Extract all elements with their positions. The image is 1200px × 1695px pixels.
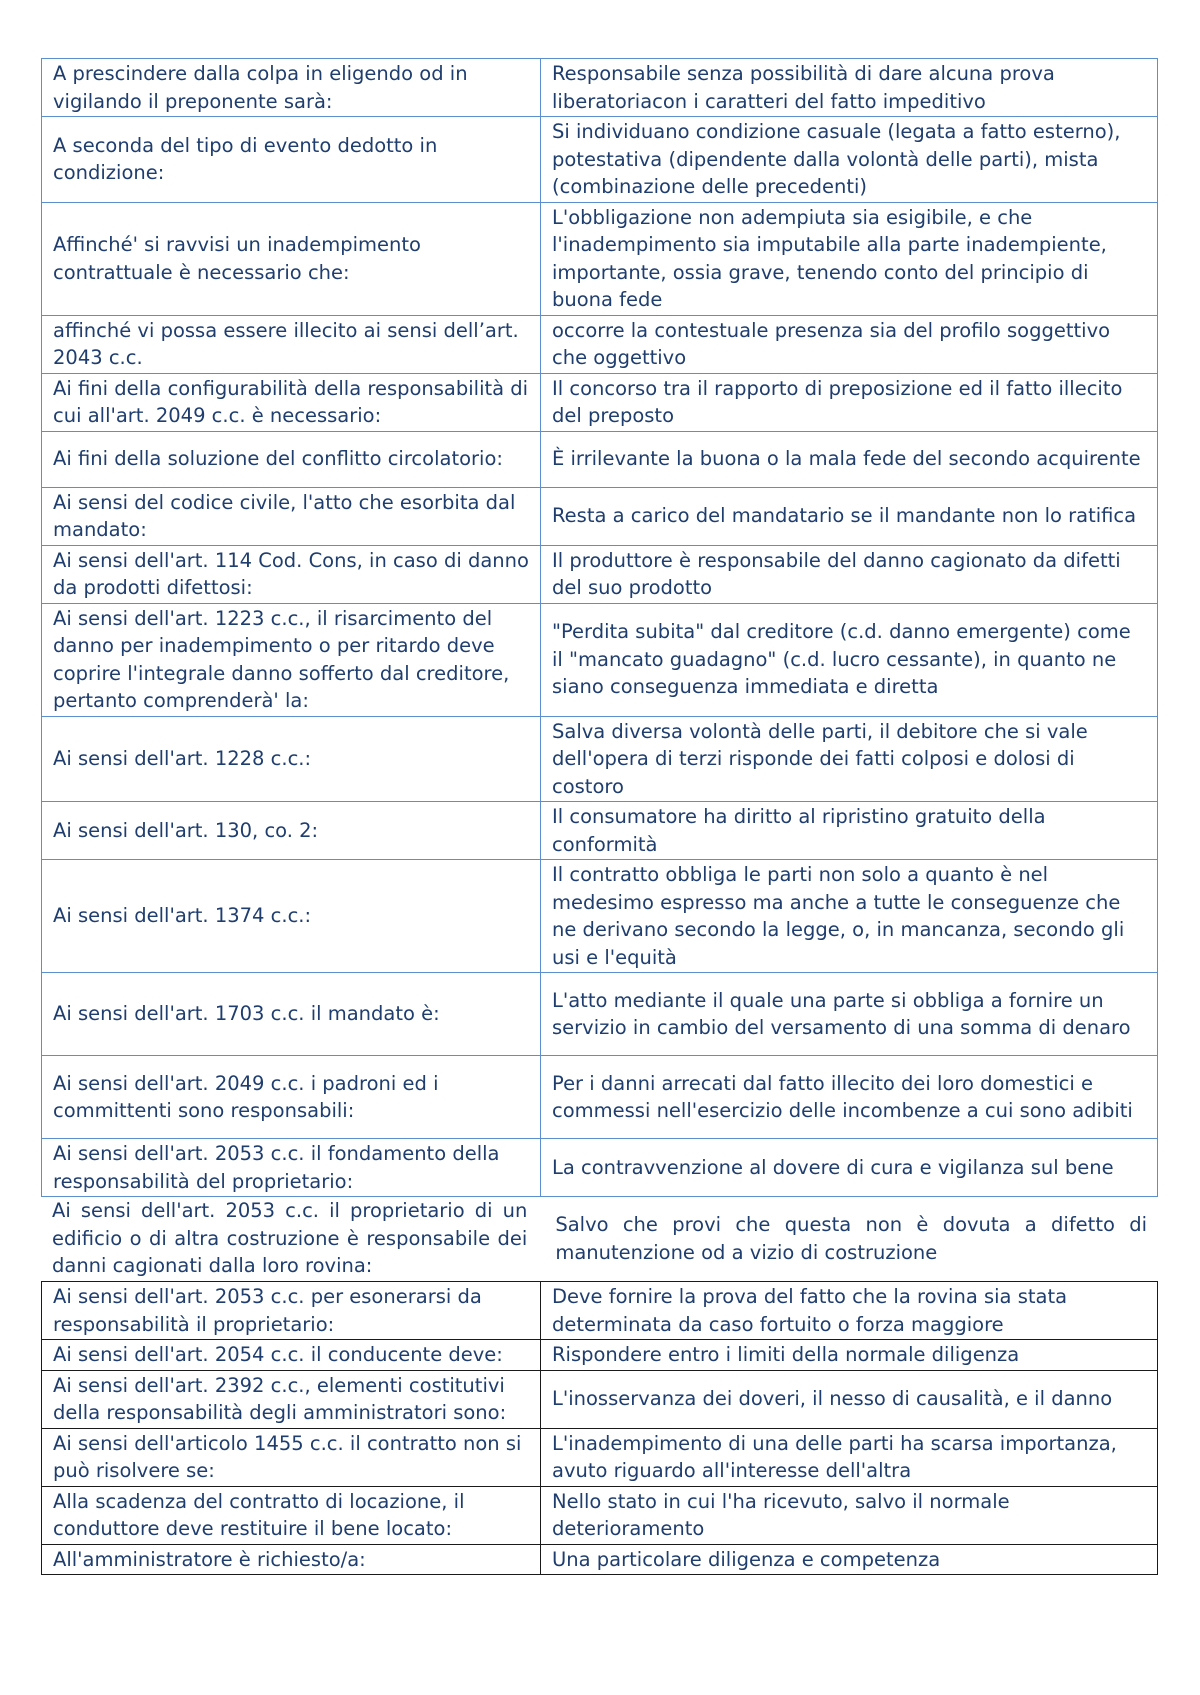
question-cell: Ai sensi dell'art. 114 Cod. Cons, in caso di danno da prodotti difettosi:	[42, 545, 541, 603]
table-row	[42, 545, 1158, 603]
document-page	[41, 58, 1157, 1575]
answer-cell: L'inadempimento di una delle parti ha scarsa importanza, avuto riguardo all'interesse dell'altra	[541, 1428, 1158, 1486]
answer-cell: È irrilevante la buona o la mala fede del secondo acquirente	[541, 431, 1158, 487]
table-row	[42, 1056, 1158, 1139]
question-cell: A seconda del tipo di evento dedotto in condizione:	[42, 117, 541, 203]
answer-cell: Il consumatore ha diritto al ripristino gratuito della conformità	[541, 802, 1158, 860]
question-cell: Ai sensi dell'articolo 1455 c.c. il contratto non si può risolvere se:	[42, 1428, 541, 1486]
question-cell: Ai sensi dell'art. 1374 c.c.:	[42, 860, 541, 973]
table-row	[42, 1544, 1158, 1575]
qa-table-top	[41, 58, 1158, 1197]
question-cell: Ai sensi dell'art. 2054 c.c. il conducente deve:	[42, 1340, 541, 1371]
answer-cell: Si individuano condizione casuale (legata a fatto esterno), potestativa (dipendente dalla volontà delle parti), mista (combinazione delle precedenti)	[541, 117, 1158, 203]
table-row	[42, 1428, 1158, 1486]
question-text: Ai sensi dell'art. 2053 c.c. il proprietario di un edificio o di altra costruzione è responsabile dei danni cagionati dalla loro rovina:	[52, 1199, 528, 1277]
table-row	[42, 860, 1158, 973]
table-row	[42, 973, 1158, 1056]
answer-cell: occorre la contestuale presenza sia del profilo soggettivo che oggettivo	[541, 315, 1158, 373]
table-row	[42, 802, 1158, 860]
table-row	[42, 1370, 1158, 1428]
table-row	[42, 1486, 1158, 1544]
unbordered-row	[41, 1197, 1157, 1281]
question-cell: Ai sensi dell'art. 2053 c.c. il fondamento della responsabilità del proprietario:	[42, 1139, 541, 1197]
question-cell: All'amministratore è richiesto/a:	[42, 1544, 541, 1575]
table-row	[42, 487, 1158, 545]
answer-cell: Rispondere entro i limiti della normale diligenza	[541, 1340, 1158, 1371]
table-row	[42, 431, 1158, 487]
table-row	[42, 1282, 1158, 1340]
question-cell: A prescindere dalla colpa in eligendo od in vigilando il preponente sarà:	[42, 59, 541, 117]
answer-text: Salvo che provi che questa non è dovuta a difetto di manutenzione od a vizio di costruzione	[555, 1213, 1147, 1264]
table-row	[42, 117, 1158, 203]
answer-cell: Il produttore è responsabile del danno cagionato da difetti del suo prodotto	[541, 545, 1158, 603]
answer-cell: Deve fornire la prova del fatto che la rovina sia stata determinata da caso fortuito o forza maggiore	[541, 1282, 1158, 1340]
table-row	[42, 1139, 1158, 1197]
question-cell: Ai sensi dell'art. 1228 c.c.:	[42, 716, 541, 802]
question-cell: Ai sensi dell'art. 130, co. 2:	[42, 802, 541, 860]
question-cell: Ai sensi dell'art. 1703 c.c. il mandato è:	[42, 973, 541, 1056]
question-cell: Ai sensi dell'art. 2053 c.c. per esonerarsi da responsabilità il proprietario:	[42, 1282, 541, 1340]
question-cell: Ai fini della soluzione del conflitto circolatorio:	[42, 431, 541, 487]
question-cell: Ai sensi dell'art. 1223 c.c., il risarcimento del danno per inadempimento o per ritardo deve coprire l'integrale danno sofferto dal creditore, pertanto comprenderà' la:	[42, 603, 541, 716]
answer-cell: L'atto mediante il quale una parte si obbliga a fornire un servizio in cambio del versamento di una somma di denaro	[541, 973, 1158, 1056]
question-cell: Alla scadenza del contratto di locazione, il conduttore deve restituire il bene locato:	[42, 1486, 541, 1544]
answer-cell: Responsabile senza possibilità di dare alcuna prova liberatoriacon i caratteri del fatto impeditivo	[541, 59, 1158, 117]
answer-cell: Resta a carico del mandatario se il mandante non lo ratifica	[541, 487, 1158, 545]
question-cell: affinché vi possa essere illecito ai sensi dell’art. 2043 c.c.	[42, 315, 541, 373]
answer-cell: "Perdita subita" dal creditore (c.d. danno emergente) come il "mancato guadagno" (c.d. lucro cessante), in quanto ne siano conseguenza immediata e diretta	[541, 603, 1158, 716]
table-row	[42, 1340, 1158, 1371]
answer-cell: Il contratto obbliga le parti non solo a quanto è nel medesimo espresso ma anche a tutte le conseguenze che ne derivano secondo la legge, o, in mancanza, secondo gli usi e l'equità	[541, 860, 1158, 973]
question-cell: Ai fini della configurabilità della responsabilità di cui all'art. 2049 c.c. è necessario:	[42, 373, 541, 431]
answer-cell: L'obbligazione non adempiuta sia esigibile, e che l'inadempimento sia imputabile alla parte inadempiente, importante, ossia grave, tenendo conto del principio di buona fede	[541, 202, 1158, 315]
question-cell: Ai sensi dell'art. 2392 c.c., elementi costitutivi della responsabilità degli amministratori sono:	[42, 1370, 541, 1428]
answer-cell: La contravvenzione al dovere di cura e vigilanza sul bene	[541, 1139, 1158, 1197]
answer-cell: Per i danni arrecati dal fatto illecito dei loro domestici e commessi nell'esercizio delle incombenze a cui sono adibiti	[541, 1056, 1158, 1139]
table-row	[42, 603, 1158, 716]
answer-cell: L'inosservanza dei doveri, il nesso di causalità, e il danno	[541, 1370, 1158, 1428]
answer-cell: Una particolare diligenza e competenza	[541, 1544, 1158, 1575]
answer-cell: Il concorso tra il rapporto di preposizione ed il fatto illecito del preposto	[541, 373, 1158, 431]
question-cell: Ai sensi dell'art. 2049 c.c. i padroni ed i committenti sono responsabili:	[42, 1056, 541, 1139]
table-row	[42, 202, 1158, 315]
answer-cell: Nello stato in cui l'ha ricevuto, salvo il normale deterioramento	[541, 1486, 1158, 1544]
table-row	[42, 373, 1158, 431]
table-row	[42, 59, 1158, 117]
table-row	[42, 716, 1158, 802]
question-cell: Affinché' si ravvisi un inadempimento contrattuale è necessario che:	[42, 202, 541, 315]
question-cell: Ai sensi del codice civile, l'atto che esorbita dal mandato:	[42, 487, 541, 545]
table-row	[42, 315, 1158, 373]
qa-table-bottom	[41, 1281, 1158, 1575]
answer-cell: Salva diversa volontà delle parti, il debitore che si vale dell'opera di terzi risponde dei fatti colposi e dolosi di costoro	[541, 716, 1158, 802]
